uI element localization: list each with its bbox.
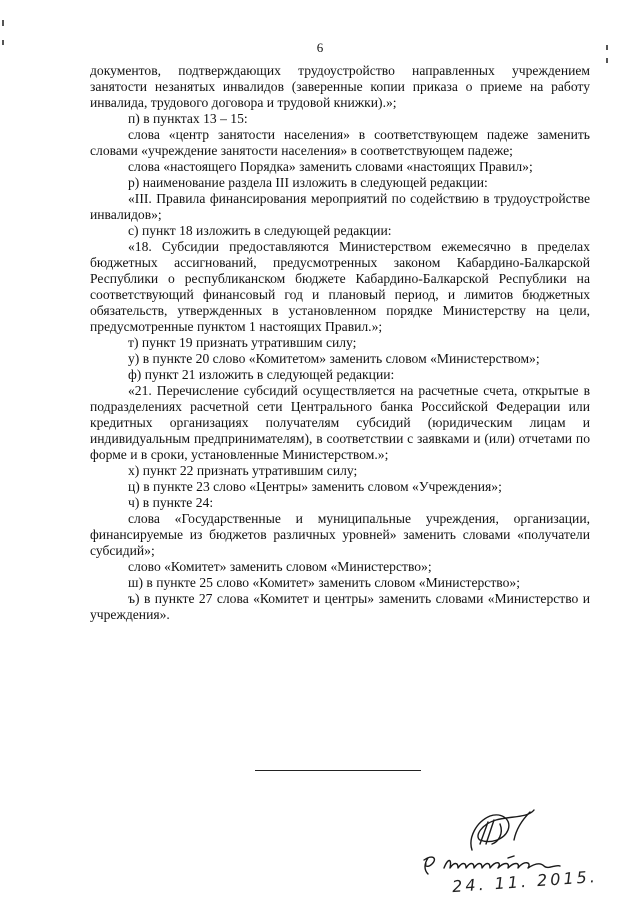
page-number: 6 — [316, 40, 324, 55]
paragraph-item-t: т) пункт 19 признать утратившим силу; — [128, 335, 357, 350]
paragraph-item-f: ф) пункт 21 изложить в следующей редакции: — [128, 367, 395, 382]
paragraph-continuation: документов, подтверждающих трудоустройство направленных учреждением занятости незанятых инвалидов (заверенные копии приказа о приеме на работу инвалида, трудового договора и трудовой книжки).»; — [90, 63, 590, 110]
paragraph-item-ts: ц) в пункте 23 слово «Центры» заменить словом «Учреждения»; — [128, 479, 502, 494]
paragraph-item-sh: ш) в пункте 25 слово «Комитет» заменить словом «Министерство»; — [128, 575, 520, 590]
end-divider-line — [255, 770, 421, 771]
paragraph-replace-order: слова «настоящего Порядка» заменить словами «настоящих Правил»; — [128, 159, 533, 174]
paragraph-replace-center: слова «центр занятости населения» в соответствующем падеже заменить словами «учреждение занятости населения» в соответствующем падеже; — [90, 127, 590, 158]
paragraph-item-s: с) пункт 18 изложить в следующей редакции: — [128, 223, 392, 238]
paragraph-clause-18: «18. Субсидии предоставляются Министерством ежемесячно в пределах бюджетных ассигнований, предусмотренных законом Кабардино-Балкарской Республики о республиканском бюджете Кабардино-Балкарской Республики на соответствующий финансовый год и плановый период, и лимитов бюджетных обязательств, утвержденных в установленном порядке Министерству на цели, предусмотренные пунктом 1 настоящих Правил.»; — [90, 239, 590, 334]
paragraph-item-p: п) в пунктах 13 – 15: — [128, 111, 248, 126]
paragraph-item-u: у) в пункте 20 слово «Комитетом» заменить словом «Министерством»; — [128, 351, 540, 366]
paragraph-clause-21: «21. Перечисление субсидий осуществляется на расчетные счета, открытые в подразделениях расчетной сети Центрального банка Российской Федерации или кредитных организациях получателям субсидий (юридическим лицам и индивидуальным предпринимателям), в соответствии с заявками и (или) отчетами по форме и в сроки, установленные Министерством.»; — [90, 383, 590, 462]
right-margin-mark-lower — [606, 58, 608, 63]
paragraph-item-ch: ч) в пункте 24: — [128, 495, 214, 510]
left-margin-mark — [2, 20, 4, 26]
handwritten-date: 24. 11. 2015. — [451, 866, 599, 897]
paragraph-replace-committee: слово «Комитет» заменить словом «Министерство»; — [128, 559, 432, 574]
paragraph-section-title: «III. Правила финансирования мероприятий по содействию в трудоустройстве инвалидов»; — [90, 191, 590, 222]
paragraph-item-kh: х) пункт 22 признать утратившим силу; — [128, 463, 358, 478]
paragraph-item-r: р) наименование раздела III изложить в следующей редакции: — [128, 175, 488, 190]
paragraph-item-hard-sign: ъ) в пункте 27 слова «Комитет и центры» заменить словами «Министерство и учреждения». — [90, 591, 590, 622]
paragraph-replace-institutions: слова «Государственные и муниципальные учреждения, организации, финансируемые из бюджетов различных уровней» заменить словами «получатели субсидий»; — [90, 511, 590, 558]
document-body — [90, 63, 590, 623]
